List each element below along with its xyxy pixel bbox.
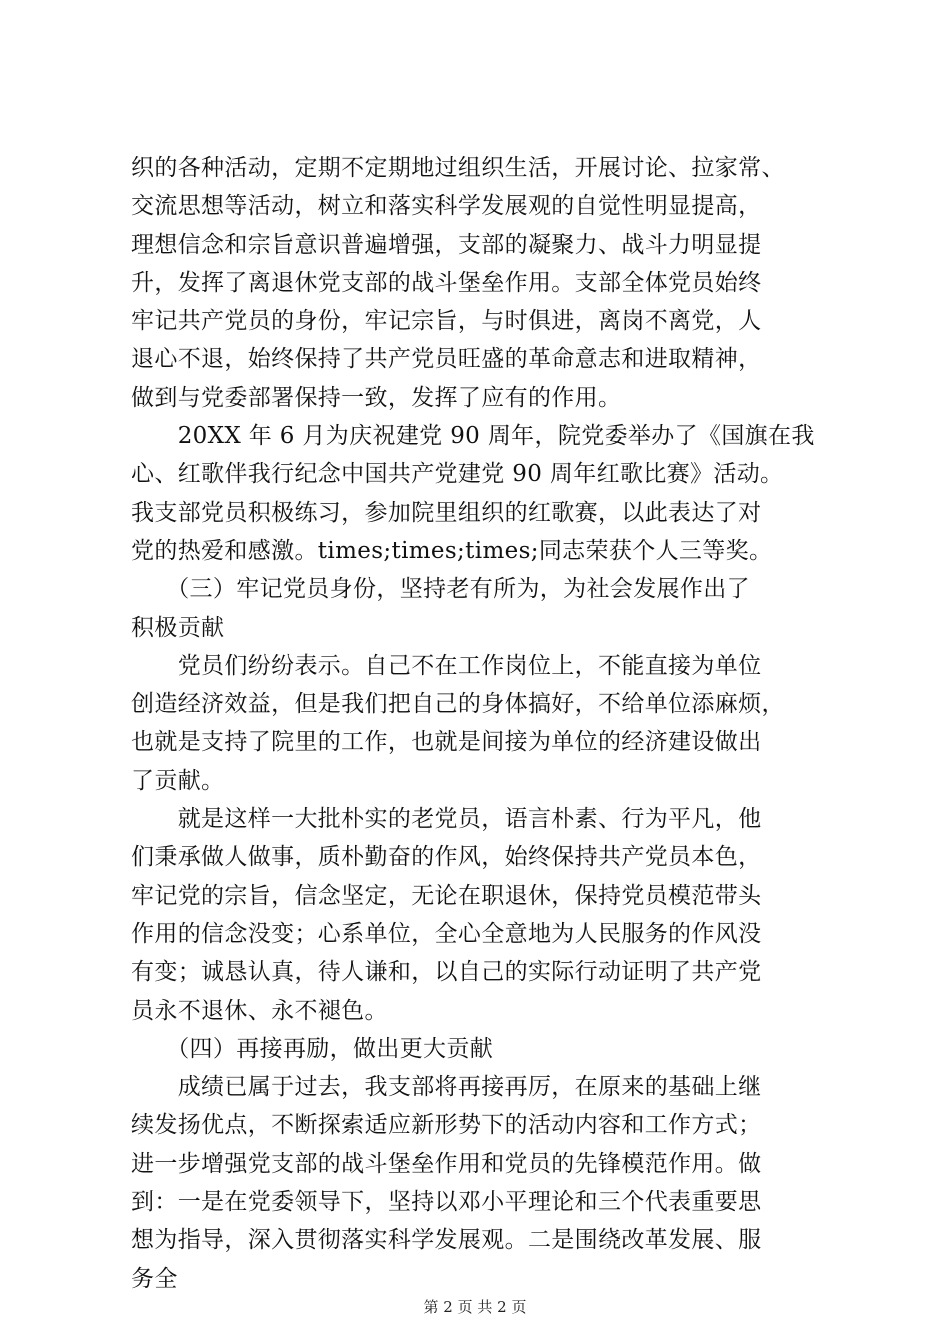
text-line: 有变；诚恳认真，待人谦和，以自己的实际行动证明了共产党 (131, 959, 762, 986)
text-line: 务全 (131, 1265, 178, 1292)
text-line: 作用的信念没变；心系单位，全心全意地为人民服务的作风没 (131, 920, 762, 947)
section-heading-3: （三）牢记党员身份，坚持老有所为，为社会发展作出了 (131, 576, 750, 603)
text-line: 党的热爱和感激。times;times;times;同志荣获个人三等奖。 (131, 537, 773, 564)
section-heading-4: （四）再接再励，做出更大贡献 (131, 1035, 494, 1062)
section-heading-3-cont: 积极贡献 (131, 614, 225, 641)
text-line: 到：一是在党委领导下，坚持以邓小平理论和三个代表重要思 (131, 1189, 762, 1216)
text-line: 牢记党的宗旨，信念坚定，无论在职退休，保持党员模范带头 (131, 882, 762, 909)
text-line: 牢记共产党员的身份，牢记宗旨，与时俱进，离岗不离党，人 (131, 308, 762, 335)
text-line: 就是这样一大批朴实的老党员，语言朴素、行为平凡，他 (131, 806, 762, 833)
text-line: 我支部党员积极练习，参加院里组织的红歌赛，以此表达了对 (131, 499, 762, 526)
text-line: 进一步增强党支部的战斗堡垒作用和党员的先锋模范作用。做 (131, 1150, 762, 1177)
document-body (131, 149, 831, 1298)
text-line: 想为指导，深入贯彻落实科学发展观。二是围绕改革发展、服 (131, 1227, 762, 1254)
text-line: 退心不退，始终保持了共产党员旺盛的革命意志和进取精神， (131, 346, 762, 373)
text-line: 理想信念和宗旨意识普遍增强，支部的凝聚力、战斗力明显提 (131, 231, 762, 258)
text-line: 织的各种活动，定期不定期地过组织生活，开展讨论、拉家常、 (131, 155, 785, 181)
text-line: 续发扬优点，不断探索适应新形势下的活动内容和工作方式； (131, 1112, 762, 1139)
text-line: 做到与党委部署保持一致，发挥了应有的作用。 (131, 384, 622, 411)
text-line: 员永不退休、永不褪色。 (131, 997, 388, 1024)
text-line: 党员们纷纷表示。自己不在工作岗位上，不能直接为单位 (131, 652, 762, 679)
text-line: 交流思想等活动，树立和落实科学发展观的自觉性明显提高， (131, 193, 762, 220)
text-line: 成绩已属于过去，我支部将再接再厉，在原来的基础上继 (131, 1074, 762, 1101)
text-line: 20XX 年 6 月为庆祝建党 90 周年，院党委举办了《国旗在我 (131, 423, 815, 450)
text-line: 心、红歌伴我行纪念中国共产党建党 90 周年红歌比赛》活动。 (131, 461, 784, 488)
page-number-footer: 第 2 页 共 2 页 (423, 1298, 527, 1316)
text-line: 了贡献。 (131, 767, 225, 794)
text-line: 创造经济效益，但是我们把自己的身体搞好，不给单位添麻烦， (131, 691, 785, 718)
text-line: 也就是支持了院里的工作，也就是间接为单位的经济建设做出 (131, 729, 762, 756)
text-line: 们秉承做人做事，质朴勤奋的作风，始终保持共产党员本色， (131, 844, 762, 871)
text-line: 升，发挥了离退休党支部的战斗堡垒作用。支部全体党员始终 (131, 269, 762, 296)
